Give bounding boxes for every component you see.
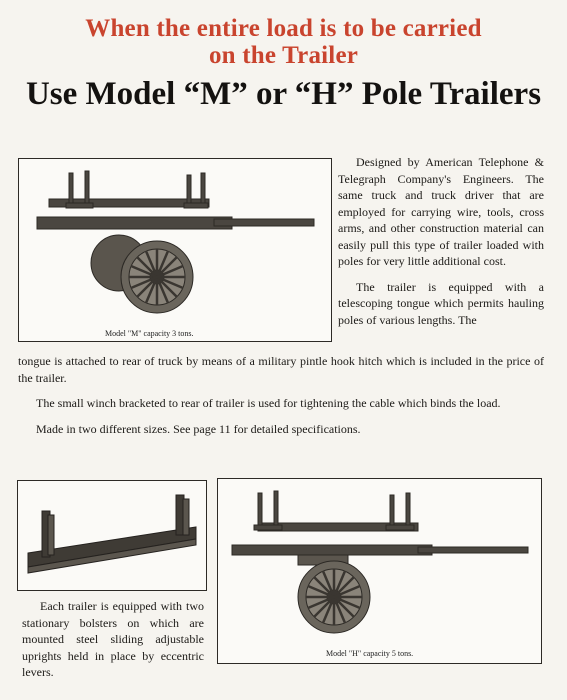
paragraph-telescoping-tongue: The trailer is equipped with a telescoping tongue which permits hauling poles of various lengths. The — [338, 279, 544, 327]
photo-model-m — [18, 158, 332, 342]
bolster-illustration — [18, 481, 206, 590]
paragraph-designed-by: Designed by American Telephone & Telegraph Company's Engineers. The same truck and truck driver that are employed for carrying wire, tools, cross arms, and other construction material can easily pull this type of trailer loaded with poles for very little additional cost. — [338, 155, 544, 268]
subheading-line-1: When the entire load is to be carried — [85, 15, 482, 42]
bolster-description — [22, 598, 204, 681]
photo-model-h — [217, 478, 542, 664]
intro-text-column — [338, 154, 544, 328]
subheading-line-2: on the Trailer — [208, 42, 359, 69]
photo-bolster — [17, 480, 207, 591]
paragraph-tongue-continued: tongue is attached to rear of truck by means of a military pintle hook hitch which is included in the price of the trailer. — [18, 354, 544, 385]
page-title: Use Model “M” or “H” Pole Trailers — [25, 76, 542, 112]
paragraph-bolsters: Each trailer is equipped with two stationary bolsters on which are mounted steel sliding adjustable uprights held in place by eccentric levers. — [22, 599, 204, 679]
body-text — [18, 353, 544, 437]
paragraph-sizes: Made in two different sizes. See page 11 for detailed specifications. — [36, 421, 361, 436]
model-h-trailer-illustration — [218, 479, 541, 643]
caption-model-m: Model "M" capacity 3 tons. — [105, 329, 194, 338]
caption-model-h: Model "H" capacity 5 tons. — [326, 649, 414, 658]
paragraph-winch: The small winch bracketed to rear of trailer is used for tightening the cable which binds the load. — [36, 396, 501, 410]
model-m-trailer-illustration — [19, 159, 331, 319]
